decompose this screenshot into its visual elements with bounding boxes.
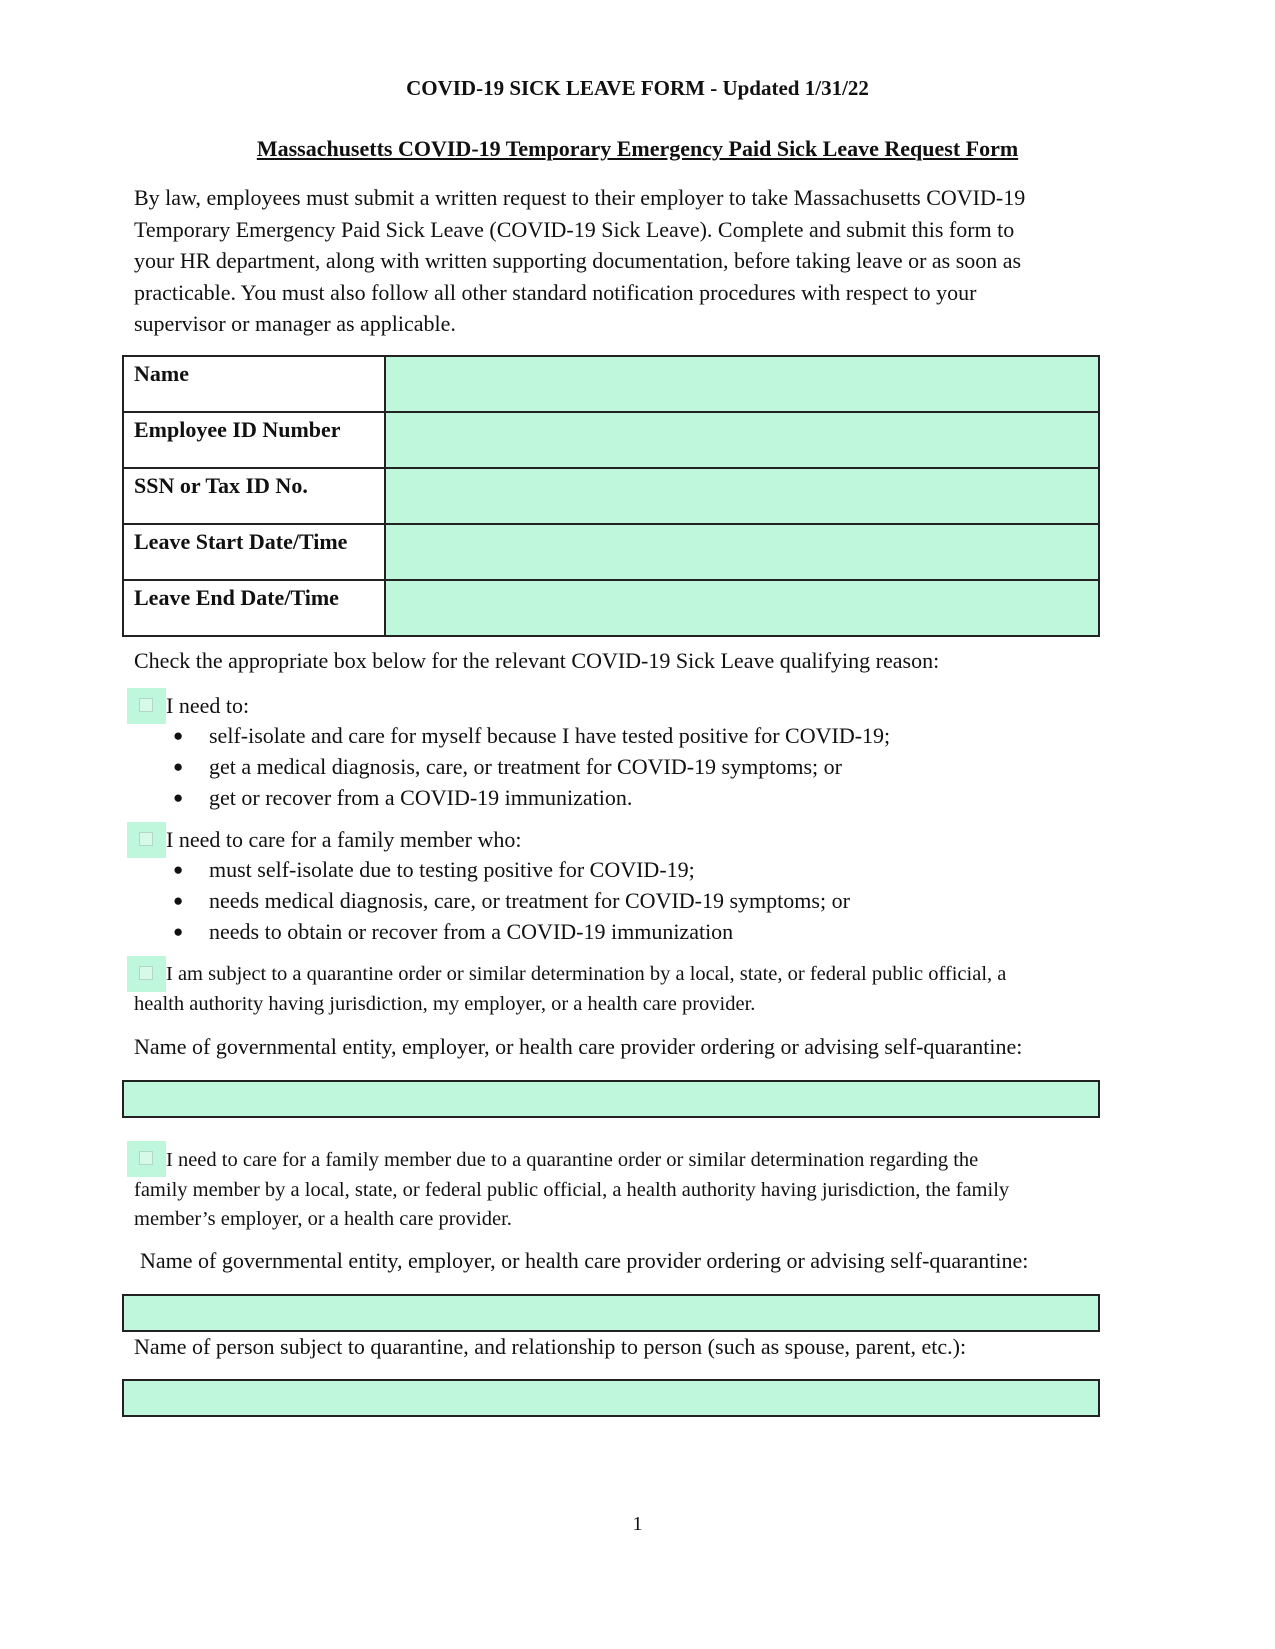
list-item: ● self-isolate and care for myself because I have tested positive for COVID-19; [170,720,890,751]
name-field[interactable] [385,356,1099,412]
table-row [123,580,1099,636]
entity-2-field[interactable] [122,1294,1100,1332]
option-quarantine-self-label [134,960,1114,1019]
list-item: ● needs medical diagnosis, care, or treatment for COVID-19 symptoms; or [170,885,850,916]
list-item: ● needs to obtain or recover from a COVID-19 immunization [170,916,850,947]
checkbox-square-icon [139,832,153,846]
leave-end-field[interactable] [385,580,1099,636]
option-line: health authority having jurisdiction, my employer, or a health care provider. [134,992,756,1015]
intro-paragraph [134,182,1114,340]
entity-1-field[interactable] [122,1080,1100,1118]
entity-prompt-1: Name of governmental entity, employer, or health care provider ordering or advising self-quarantine: [134,1034,1023,1059]
table-row [123,524,1099,580]
document-title: COVID-19 SICK LEAVE FORM - Updated 1/31/22 [406,76,869,100]
self-care-bullet-list [170,720,890,813]
list-item: ● must self-isolate due to testing positive for COVID-19; [170,854,850,885]
name-label: Name [123,356,385,412]
option-quarantine-family-label [134,1146,1114,1235]
employee-info-table [122,355,1100,637]
table-row [123,356,1099,412]
option-line: I am subject to a quarantine order or similar determination by a local, state, or federal public official, a [166,963,1007,985]
entity-prompt-2: Name of governmental entity, employer, or health care provider ordering or advising self-quarantine: [140,1248,1029,1273]
table-row [123,468,1099,524]
option-line: family member by a local, state, or federal public official, a health authority having jurisdiction, the family [134,1178,1010,1201]
family-care-bullet-list [170,854,850,947]
ssn-field[interactable] [385,468,1099,524]
option-family-care-label: I need to care for a family member who: [166,827,522,852]
reason-prompt: Check the appropriate box below for the relevant COVID-19 Sick Leave qualifying reason: [134,648,940,673]
intro-line: Temporary Emergency Paid Sick Leave (COVID-19 Sick Leave). Complete and submit this form to [134,216,1015,242]
employee-id-label: Employee ID Number [123,412,385,468]
page-number: 1 [632,1513,643,1535]
leave-start-label: Leave Start Date/Time [123,524,385,580]
employee-id-field[interactable] [385,412,1099,468]
option-line: member’s employer, or a health care provider. [134,1208,512,1230]
intro-line: your HR department, along with written supporting documentation, before taking leave or as soon as [134,248,1022,273]
leave-end-label: Leave End Date/Time [123,580,385,636]
table-row [123,412,1099,468]
person-prompt: Name of person subject to quarantine, and relationship to person (such as spouse, parent, etc.): [134,1334,967,1359]
intro-line: practicable. You must also follow all other standard notification procedures with respect to your [134,279,977,305]
checkbox-square-icon [139,698,153,712]
option-line: I need to care for a family member due to a quarantine order or similar determination regarding the [166,1149,979,1171]
checkbox-family-care[interactable] [127,822,166,858]
checkbox-self-care[interactable] [127,688,166,724]
leave-start-field[interactable] [385,524,1099,580]
list-item: ● get or recover from a COVID-19 immunization. [170,782,890,813]
list-item: ● get a medical diagnosis, care, or treatment for COVID-19 symptoms; or [170,751,890,782]
option-self-care-label: I need to: [166,693,250,718]
intro-line: supervisor or manager as applicable. [134,311,456,336]
form-title: Massachusetts COVID-19 Temporary Emergency Paid Sick Leave Request Form [256,136,1019,161]
ssn-label: SSN or Tax ID No. [123,468,385,524]
intro-line: By law, employees must submit a written request to their employer to take Massachusetts COVID-19 [134,185,1026,210]
person-relationship-field[interactable] [122,1379,1100,1417]
